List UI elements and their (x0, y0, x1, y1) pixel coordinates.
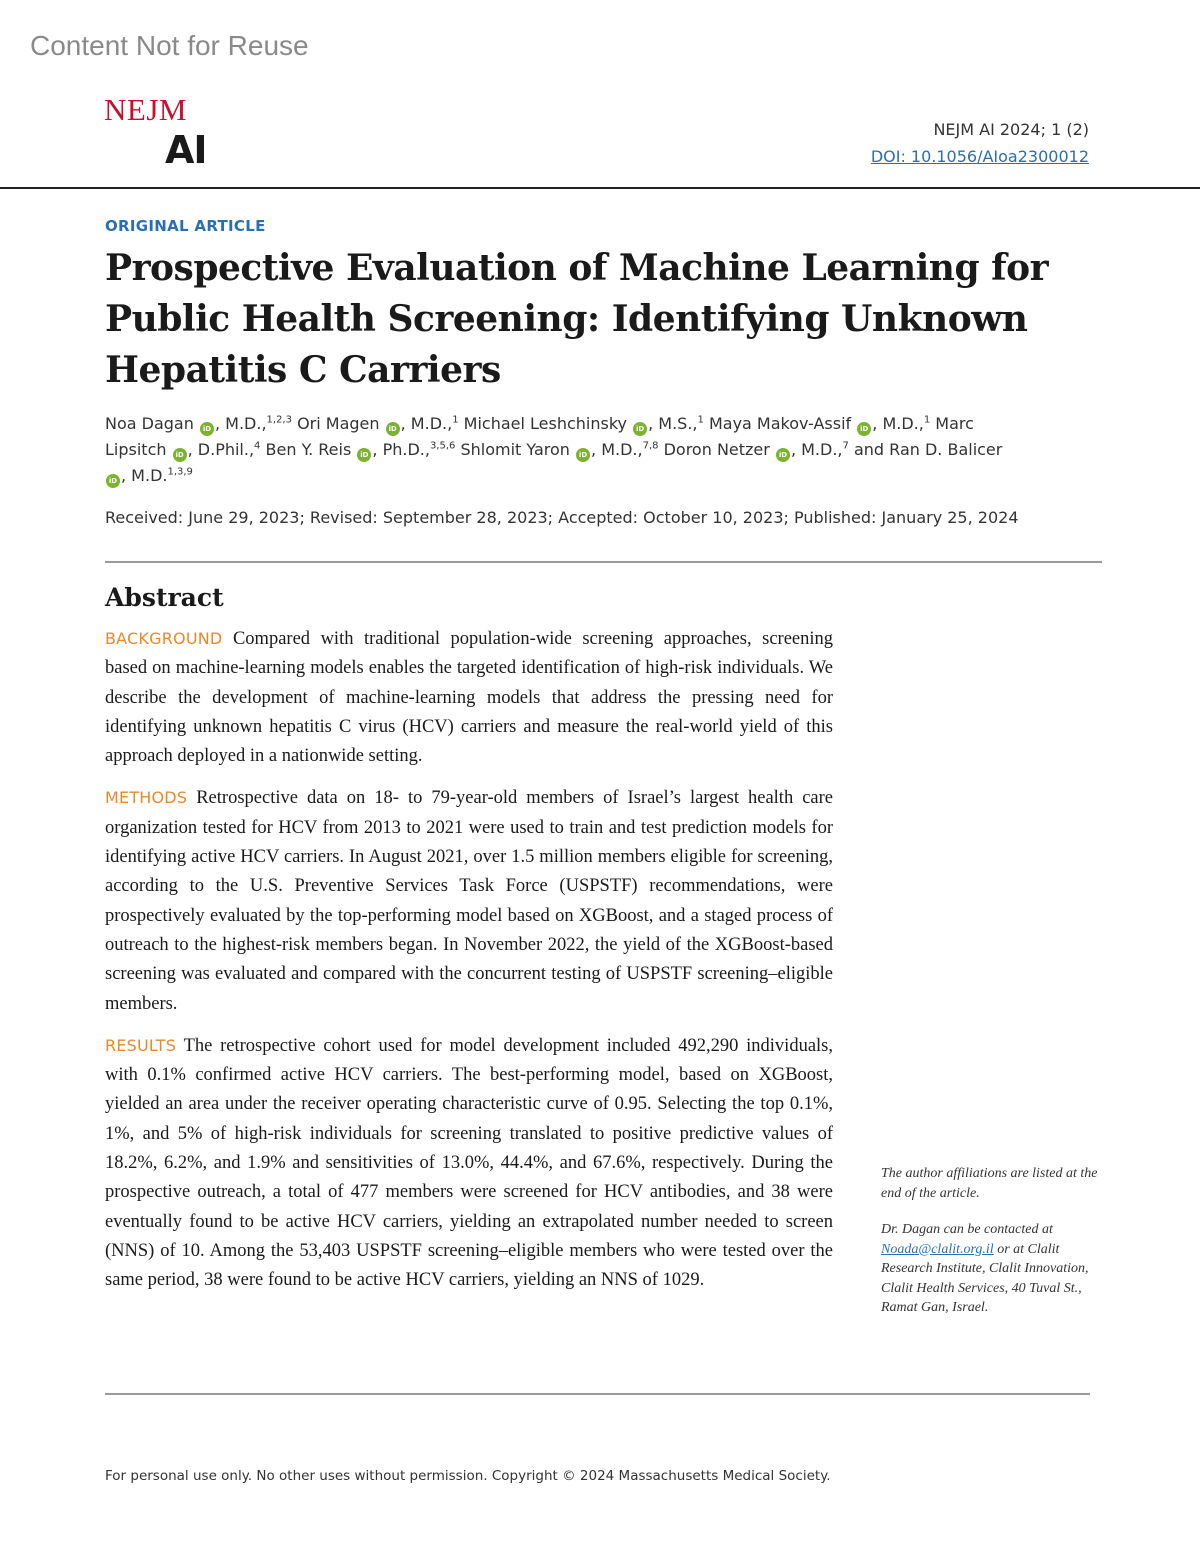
author-separator: and (848, 440, 890, 459)
footer-divider (105, 1393, 1090, 1395)
journal-logo[interactable] (104, 92, 224, 172)
orcid-icon[interactable]: iD (357, 448, 371, 462)
logo-nejm-wordmark: NEJM (104, 92, 187, 127)
author-degree: , M.D., (790, 440, 843, 459)
results-label: RESULTS (105, 1035, 177, 1055)
contact-note (881, 1220, 1103, 1318)
author-affiliation-marker: 3,5,6 (429, 440, 456, 452)
contact-prefix: Dr. Dagan can be contacted at (881, 1222, 1053, 1237)
author-name[interactable]: Noa Dagan (105, 414, 194, 433)
orcid-icon[interactable]: iD (576, 448, 590, 462)
author-degree: , Ph.D., (372, 440, 430, 459)
author-affiliation-marker: 1 (452, 414, 459, 426)
author-list (105, 411, 1005, 489)
author-entry (266, 440, 461, 459)
author-degree: , M.D., (872, 414, 924, 433)
author-sidenote (881, 1164, 1103, 1335)
author-affiliation-marker: 7 (842, 440, 849, 452)
author-name[interactable]: Michael Leshchinsky (463, 414, 627, 433)
header-divider (0, 187, 1200, 189)
author-name[interactable]: Ben Y. Reis (265, 440, 352, 459)
author-name[interactable]: Ori Magen (297, 414, 380, 433)
author-entry (105, 414, 297, 433)
author-entry (709, 414, 935, 433)
author-degree: , D.Phil., (187, 440, 255, 459)
author-name[interactable]: Doron Netzer (663, 440, 770, 459)
author-name[interactable]: Maya Makov-Assif (708, 414, 852, 433)
author-affiliation-marker: 1 (923, 414, 931, 426)
author-name[interactable]: Marc Lipsitch (105, 414, 974, 459)
author-entry (664, 440, 890, 459)
author-degree: , M.S., (648, 414, 698, 433)
article-title: Prospective Evaluation of Machine Learning for Public Health Screening: Identifying Unknown Hepatitis C Carriers (105, 247, 1049, 391)
affiliations-note: The author affiliations are listed at the end of the article. (881, 1166, 1098, 1201)
author-name[interactable]: Shlomit Yaron (460, 440, 570, 459)
author-affiliation-marker: 1,3,9 (167, 466, 193, 478)
author-affiliation-marker: 1 (697, 414, 704, 426)
journal-citation-block (871, 116, 1089, 170)
author-name[interactable]: Ran D. Balicer (889, 440, 1003, 459)
background-text: Compared with traditional population-wide screening approaches, screening based on machine-learning models enables the targeted identification of high-risk individuals. We describe the development of machine-learning models that address the pressing need for identifying unknown hepatitis C virus (HCV) carriers and measure the real-world yield of this approach deployed in a nationwide setting. (105, 629, 834, 767)
orcid-icon[interactable]: iD (776, 448, 790, 462)
doi-link[interactable]: DOI: 10.1056/AIoa2300012 (870, 147, 1089, 166)
abstract-results (105, 1031, 833, 1296)
author-entry (464, 414, 709, 433)
section-divider (105, 561, 1102, 563)
methods-text: Retrospective data on 18- to 79-year-old members of Israel’s largest health care organization tested for HCV from 2013 to 2021 were used to train and test prediction models for identifying active HCV carriers. In August 2021, over 1.5 million members eligible for screening, according to the U.S. Preventive Services Task Force (USPSTF) recommendations, were prospectively evaluated by the top-performing model based on XGBoost, and a staged process of outreach to the highest-risk members began. In November 2022, the yield of the XGBoost-based screening was evaluated and compared with the concurrent testing of USPSTF screening–eligible members. (105, 788, 833, 1014)
copyright-footer: For personal use only. No other uses without permission. Copyright © 2024 Massachusetts Medical Society. (105, 1468, 831, 1484)
author-affiliation-marker: 7,8 (642, 440, 659, 452)
orcid-icon[interactable]: iD (633, 422, 647, 436)
publication-dates: Received: June 29, 2023; Revised: September 28, 2023; Accepted: October 10, 2023; Published: January 25, 2024 (105, 508, 1019, 527)
author-degree: , M.D. (121, 466, 168, 485)
author-entry (297, 414, 464, 433)
author-entry (460, 440, 663, 459)
author-affiliation-marker: 4 (254, 440, 261, 452)
abstract-heading: Abstract (105, 583, 224, 612)
abstract-body (105, 624, 833, 1308)
contact-suffix: or at Clalit Research Institute, Clalit Innovation, Clalit Health Services, 40 Tuval St., Ramat Gan, Israel. (881, 1241, 1089, 1315)
author-degree: , M.D., (400, 414, 453, 433)
results-text: The retrospective cohort used for model development included 492,290 individuals, with 0.1% confirmed active HCV carriers. The best-performing model, based on XGBoost, yielded an area under the receiver operating characteristic curve of 0.95. Selecting the top 0.1%, 1%, and 5% of high-risk individuals for screening translated to positive predictive values of 18.2%, 6.2%, and 1.9% and sensitivities of 13.0%, 44.4%, and 67.6%, respectively. During the prospective outreach, a total of 477 members were screened for HCV antibodies, and 38 were eventually found to be active HCV carriers, yielding an extrapolated number needed to screen (NNS) of 10. Among the 53,403 USPSTF screening–eligible members who were tested over the same period, 38 were found to be active HCV carriers, yielding an NNS of 1029. (105, 1035, 833, 1291)
orcid-icon[interactable]: iD (386, 422, 400, 436)
contact-email-link[interactable]: Noada@clalit.org.il (881, 1241, 994, 1257)
watermark: Content Not for Reuse (30, 30, 309, 61)
journal-citation: NEJM AI 2024; 1 (2) (933, 120, 1089, 139)
logo-ai-wordmark: AI (165, 128, 207, 172)
abstract-methods (105, 783, 833, 1018)
author-degree: , M.D., (214, 414, 267, 433)
background-label: BACKGROUND (105, 629, 223, 648)
orcid-icon[interactable]: iD (200, 422, 214, 436)
abstract-background (105, 624, 833, 771)
author-affiliation-marker: 1,2,3 (266, 414, 292, 426)
methods-label: METHODS (105, 788, 188, 808)
orcid-icon[interactable]: iD (857, 422, 871, 436)
orcid-icon[interactable]: iD (173, 448, 187, 462)
orcid-icon[interactable]: iD (106, 474, 120, 488)
author-degree: , M.D., (591, 440, 643, 459)
article-type: ORIGINAL ARTICLE (105, 217, 266, 235)
